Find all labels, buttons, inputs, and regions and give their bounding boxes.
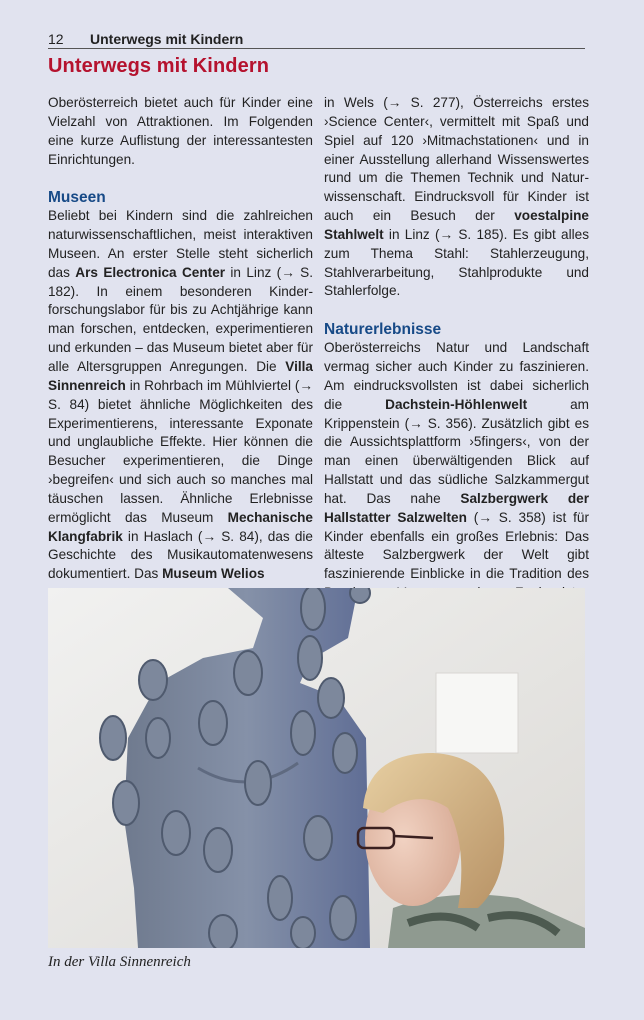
natur-paragraph: Oberösterreichs Natur und Landschaft vermag sicher auch Kinder zu faszinieren. Am eindrucksvollsten ist dabei sicherlich die Dachstein-Höhlenwelt am Krippenstein (→ S. 356). Zusätzlich gibt es die Aussichtsplattform ›5fingers‹, von der man einen überwältigenden Blick auf Hallstatt und das südliche Salzkammergut hat. Das nahe Salzbergwerk der Hallstatter Salzwelten (→ S. 358) ist für Kinder ebenfalls ein großes Erlebnis: Das älteste Salzbergwerk der Welt gibt faszinierende Einblicke in die Tradition des xyxy=(324,340,590,582)
welios-paragraph: in Wels (→ S. 277), Österreichs erstes ›Science Center‹, vermittelt mit Spaß und Spiel auf 120 ›Mitmachstationen‹ und in einer Ausstellung allerhand Wissenswertes rund um die Themen Technik und Naturwissenschaft. Eindrucksvoll für Kinder ist auch ein Besuch der voestalpine Stahlwelt in Linz (→ S. 185). Es gibt alles zum Thema Stahl: Stahlerzeugung, Stahlverarbeitung, Stahlprodukte und Stahlerfolge. xyxy=(324,95,589,299)
dachstein-hoehlenwelt: Dachstein-Höhlenwelt xyxy=(385,396,528,412)
page-number: 12 xyxy=(48,31,64,47)
left-column xyxy=(48,94,313,584)
photo-villa-sinnenreich xyxy=(48,588,585,948)
heading-museen: Museen xyxy=(48,189,106,207)
running-title: Unterwegs mit Kindern xyxy=(90,31,244,47)
photo-caption: In der Villa Sinnenreich xyxy=(48,954,191,970)
museen-paragraph: Beliebt bei Kindern sind die zahlreichen naturwissenschaftlichen, meist interaktiven Museen. An erster Stelle steht sicherlich das Ars Electronica Center in Linz (→ S. 182). In einem besonderen Kinderforschungslabor für bis zu Achtjährige kann man forschen, entdecken, experimentieren und erkunden – das Museum bietet aber für alle Altersgruppen Anregungen. Die Villa Sinnenreich in Rohrbach im Mühlviertel (→ S. 84) bietet ähnliche Möglichkeiten des Experimentierens, interessante Exponate und unglaubliche Effekte. Hier können die Besucher experimentieren, die Dinge ›begreifen‹ und sich auch so manches mal täuschen lassen. Ähnliche Erlebnisse ermöglicht das Museum Mechanische Klangfabrik in Haslach (→ S. 84), das die Geschichte des Musikautomatenwesens dokumentiert. Das Museum Welios xyxy=(48,208,313,582)
mechanische-klangfabrik: Mechanische Klangfabrik xyxy=(48,509,313,544)
ars-electronica-center: Ars Electronica Center xyxy=(75,264,226,280)
intro-paragraph: Oberösterreich bietet auch für Kinder eine Vielzahl von Attraktionen. Im Folgenden eine kurze Auflistung der interessantesten Einrichtungen. xyxy=(48,95,313,167)
photo-illustration xyxy=(48,588,585,948)
right-column xyxy=(324,94,589,603)
voestalpine-stahlwelt: voestalpine Stahlwelt xyxy=(324,208,589,242)
running-head xyxy=(48,30,585,49)
villa-sinnenreich: Villa Sinnenreich xyxy=(48,358,313,393)
exhibit-label xyxy=(436,673,518,753)
museum-welios: Museum Welios xyxy=(162,566,265,582)
heading-naturerlebnisse: Naturerlebnisse xyxy=(324,321,442,339)
salzbergwerk: Salzbergwerk der Hallstatter Salzwelten xyxy=(324,490,589,525)
chapter-title: Unterwegs mit Kindern xyxy=(48,55,270,77)
